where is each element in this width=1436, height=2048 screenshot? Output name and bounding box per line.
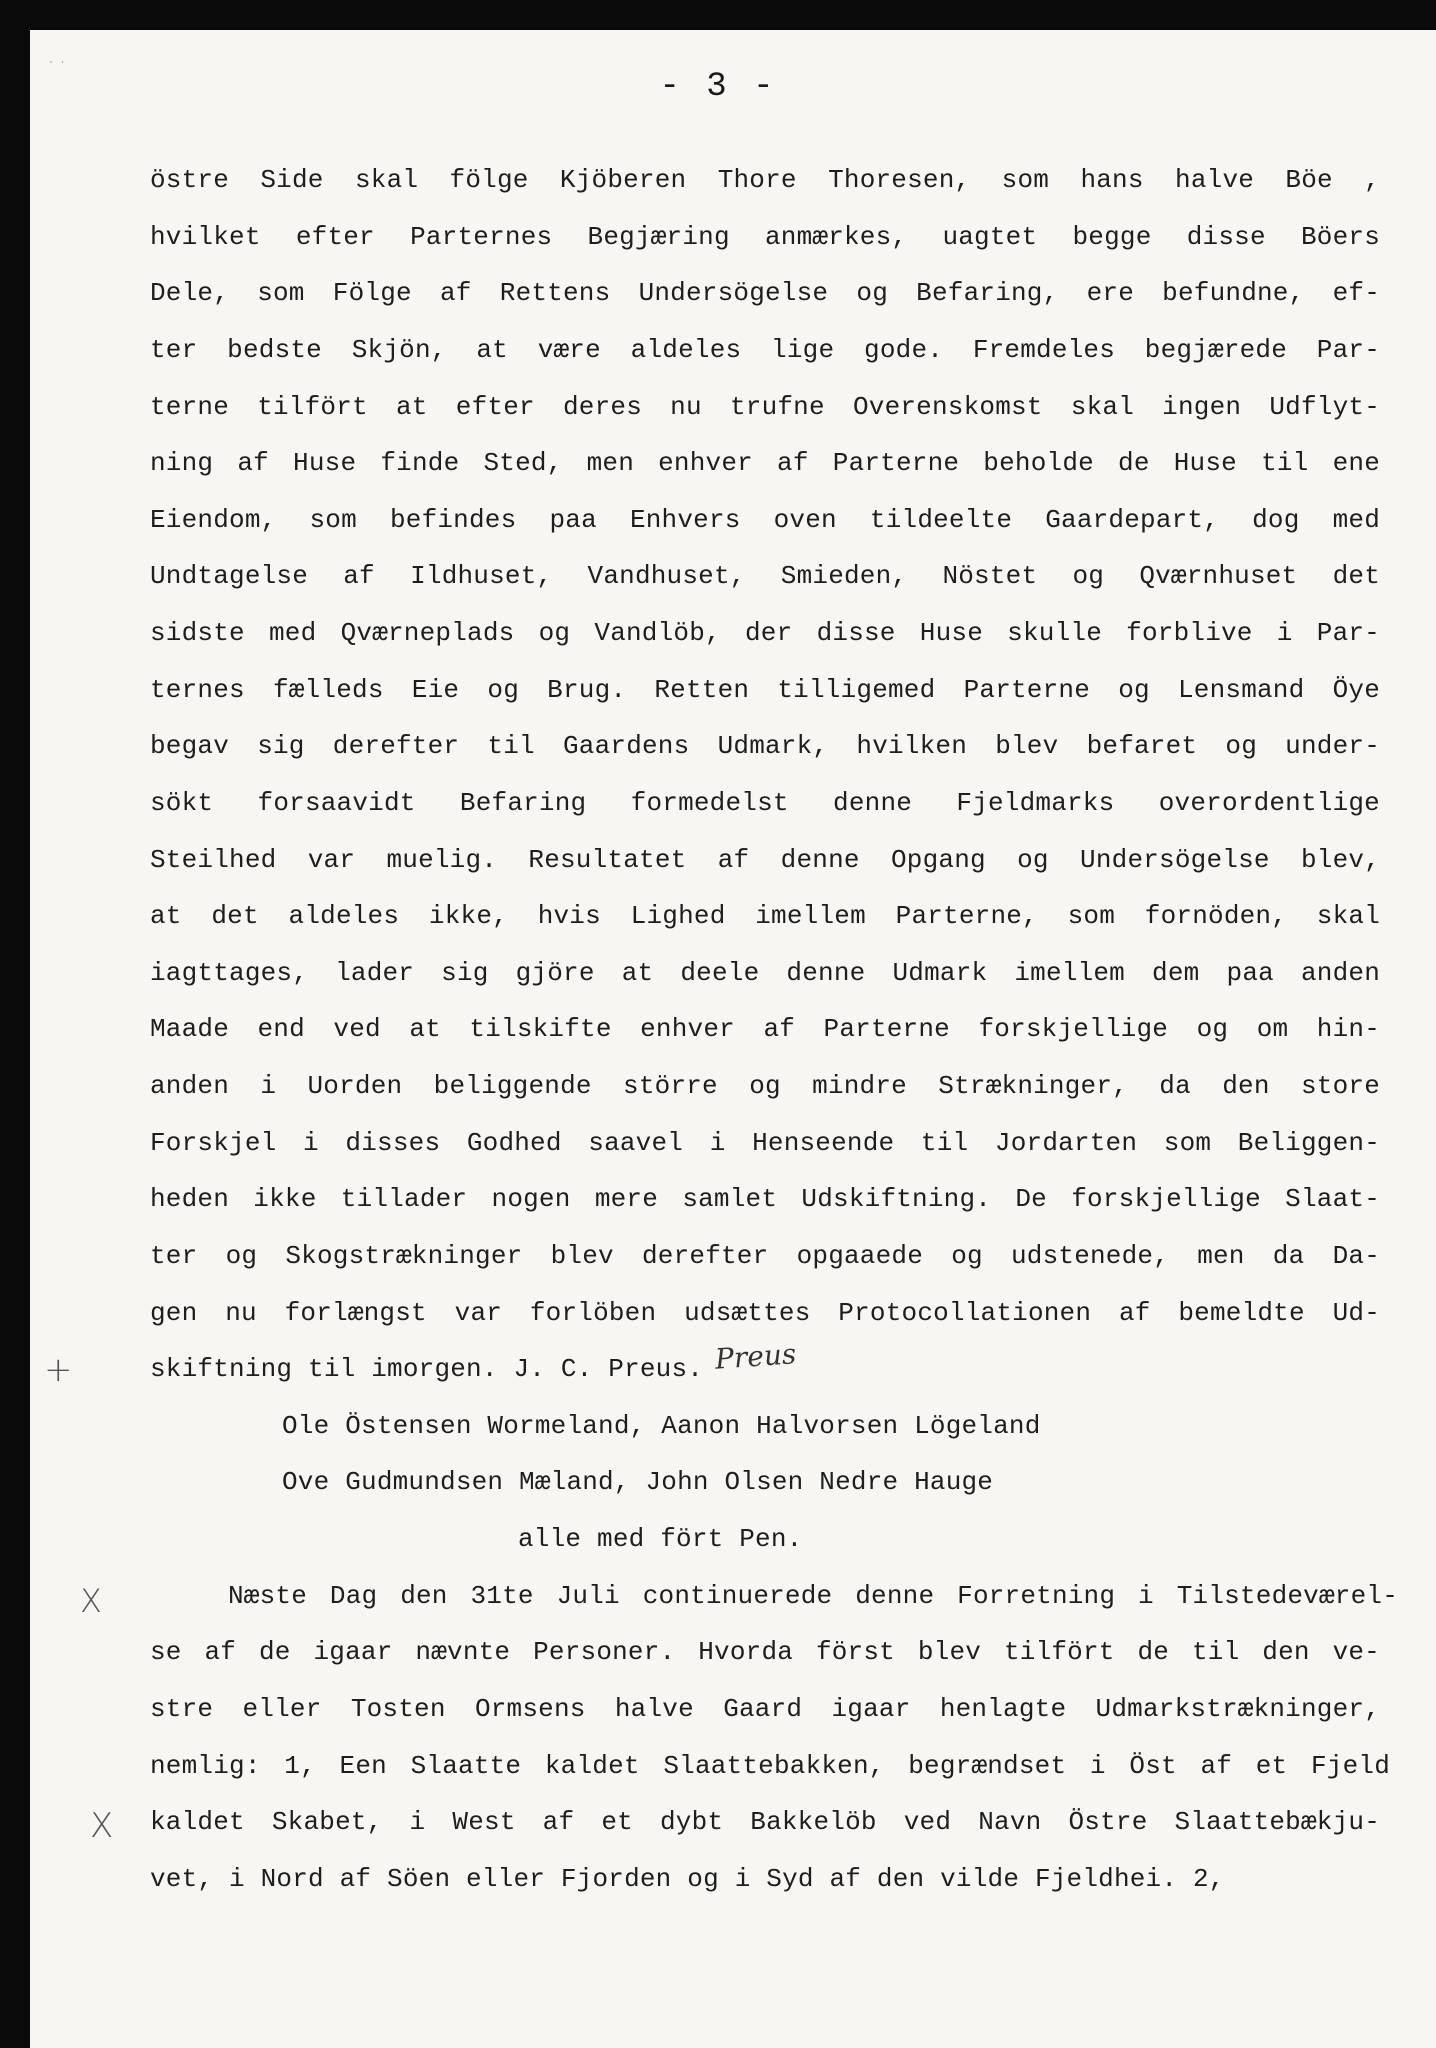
page-number: - 3 - (659, 68, 777, 106)
text-line: se af de igaar nævnte Personer. Hvorda först blev tilfört de til den ve- (150, 1637, 1380, 1667)
text-line: gen nu forlængst var forlöben udsættes Protocollationen af bemeldte Ud- (150, 1298, 1380, 1328)
text-line: begav sig derefter til Gaardens Udmark, hvilken blev befaret og under- (150, 731, 1380, 761)
text-line: Næste Dag den 31te Juli continuerede denne Forretning i Tilstedeværel- (228, 1581, 1398, 1611)
text-line: terne tilfört at efter deres nu trufne Overenskomst skal ingen Udflyt- (150, 392, 1380, 422)
corner-mark: · · (48, 52, 66, 73)
text-line: sidste med Qværneplads og Vandlöb, der disse Huse skulle forblive i Par- (150, 618, 1380, 648)
text-line: hvilket efter Parternes Begjæring anmærkes, uagtet begge disse Böers (150, 222, 1380, 252)
text-line: Forskjel i disses Godhed saavel i Henseende til Jordarten som Beliggen- (150, 1128, 1380, 1158)
text-line: nemlig: 1, Een Slaatte kaldet Slaattebakken, begrændset i Öst af et Fjeld (150, 1751, 1390, 1781)
text-line: Ole Östensen Wormeland, Aanon Halvorsen Lögeland (282, 1411, 1041, 1441)
handwritten-signature: Preus (713, 1337, 798, 1376)
text-line: anden i Uorden beliggende större og mindre Strækninger, da den store (150, 1071, 1380, 1101)
text-line: Steilhed var muelig. Resultatet af denne Opgang og Undersögelse blev, (150, 845, 1380, 875)
text-line: ter bedste Skjön, at være aldeles lige gode. Fremdeles begjærede Par- (150, 335, 1380, 365)
text-line: Undtagelse af Ildhuset, Vandhuset, Smieden, Nöstet og Qværnhuset det (150, 561, 1380, 591)
text-line: Eiendom, som befindes paa Enhvers oven tildeelte Gaardepart, dog med (150, 505, 1380, 535)
text-line: at det aldeles ikke, hvis Lighed imellem Parterne, som fornöden, skal (150, 901, 1380, 931)
margin-mark-plus: + (44, 1350, 73, 1390)
text-line: ternes fælleds Eie og Brug. Retten tilligemed Parterne og Lensmand Öye (150, 675, 1380, 705)
text-line: kaldet Skabet, i West af et dybt Bakkelöb ved Navn Östre Slaattebækju- (150, 1807, 1380, 1837)
text-line: Dele, som Fölge af Rettens Undersögelse og Befaring, ere befundne, ef- (150, 278, 1380, 308)
text-line: Ove Gudmundsen Mæland, John Olsen Nedre Hauge (282, 1467, 994, 1497)
text-line: östre Side skal fölge Kjöberen Thore Thoresen, som hans halve Böe , (150, 165, 1380, 195)
text-line: iagttages, lader sig gjöre at deele denne Udmark imellem dem paa anden (150, 958, 1380, 988)
text-line: Maade end ved at tilskifte enhver af Parterne forskjellige og om hin- (150, 1014, 1380, 1044)
text-line: alle med fört Pen. (518, 1524, 803, 1554)
text-line: ter og Skogstrækninger blev derefter opgaaede og udstenede, men da Da- (150, 1241, 1380, 1271)
text-line: heden ikke tillader nogen mere samlet Udskiftning. De forskjellige Slaat- (150, 1184, 1380, 1214)
margin-mark-x-2: X (90, 1806, 114, 1846)
text-line: stre eller Tosten Ormsens halve Gaard igaar henlagte Udmarkstrækninger, (150, 1694, 1380, 1724)
text-line: vet, i Nord af Söen eller Fjorden og i Syd af den vilde Fjeldhei. 2, (150, 1864, 1225, 1894)
text-line: ning af Huse finde Sted, men enhver af Parterne beholde de Huse til ene (150, 448, 1380, 478)
text-line: skiftning til imorgen. J. C. Preus. (150, 1354, 704, 1384)
margin-mark-x-1: X (80, 1582, 102, 1620)
text-line: sökt forsaavidt Befaring formedelst denne Fjeldmarks overordentlige (150, 788, 1380, 818)
